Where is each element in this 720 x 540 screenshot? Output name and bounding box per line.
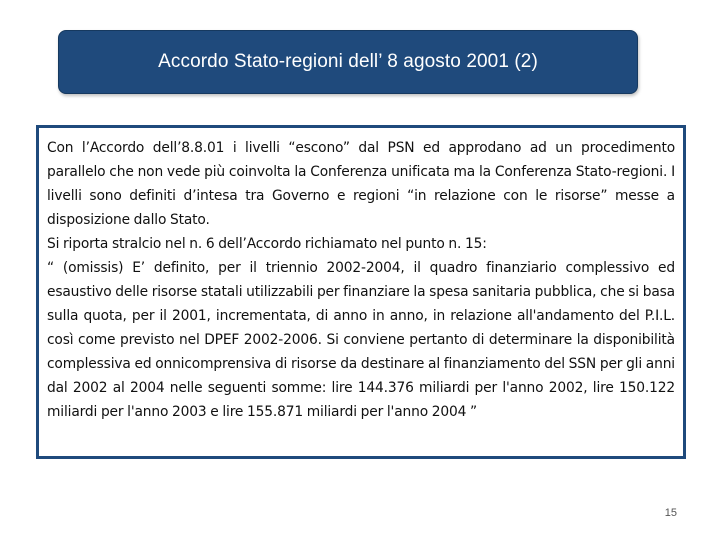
page-number: 15	[664, 507, 677, 519]
title-banner	[58, 30, 638, 94]
paragraph-quote: “ (omissis) E’ definito, per il triennio 2002-2004, il quadro finanziario complessivo ed esaustivo delle risorse statali utilizzabili per finanziare la spesa sanitaria pubblica, che si basa sulla quota, per il 2001, incrementata, di anno in anno, in relazione all'andamento del P.I.L. così come previsto nel DPEF 2002-2006. Si conviene pertanto di determinare la disponibilità complessiva ed onnicomprensiva di risorse da destinare al finanziamento del SSN per gli anni dal 2002 al 2004 nelle seguenti somme: lire 144.376 miliardi per l'anno 2002, lire 150.122 miliardi per l'anno 2003 e lire 155.871 miliardi per l'anno 2004 ”	[47, 260, 675, 420]
content-box	[36, 125, 686, 459]
paragraph-reference: Si riporta stralcio nel n. 6 dell’Accordo richiamato nel punto n. 15:	[47, 236, 487, 252]
paragraph-intro: Con l’Accordo dell’8.8.01 i livelli “escono” dal PSN ed approdano ad un procedimento parallelo che non vede più coinvolta la Conferenza unificata ma la Conferenza Stato-regioni. I livelli sono definiti d’intesa tra Governo e regioni “in relazione con le risorse” messe a disposizione dallo Stato.	[47, 140, 675, 228]
slide-title: Accordo Stato-regioni dell’ 8 agosto 2001 (2)	[158, 51, 538, 72]
